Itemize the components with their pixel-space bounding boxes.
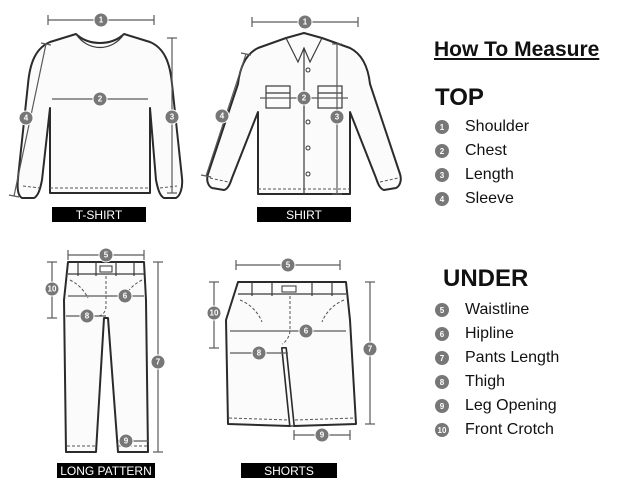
svg-text:9: 9 [123, 436, 129, 446]
legend-label: Waistline [465, 301, 530, 318]
legend-label: Shoulder [465, 118, 530, 135]
under-legend [435, 298, 559, 442]
legend-number-badge: 5 [435, 303, 449, 317]
shorts-marker-leg [315, 428, 329, 442]
shorts-marker-crotch [207, 306, 221, 320]
legend-label: Length [465, 166, 514, 183]
legend-number-badge: 4 [435, 192, 449, 206]
long-pattern-illustration [45, 248, 165, 478]
legend-number-badge: 9 [435, 399, 449, 413]
under-heading: UNDER [443, 265, 529, 292]
svg-text:SHORTS: SHORTS [264, 464, 314, 478]
shorts-marker-length [363, 342, 377, 356]
legend-item-leg-opening [435, 394, 559, 418]
legend-number-badge: 10 [435, 423, 449, 437]
shorts-marker-thigh [252, 346, 266, 360]
long-pattern-label [57, 463, 155, 478]
top-heading: TOP [435, 84, 484, 111]
legend-label: Sleeve [465, 190, 514, 207]
svg-text:3: 3 [169, 112, 175, 122]
shirt-illustration [201, 15, 401, 222]
how-to-measure-title: How To Measure [434, 38, 600, 61]
svg-text:7: 7 [367, 344, 373, 354]
svg-text:1: 1 [302, 17, 308, 27]
shorts-marker-hip [299, 324, 313, 338]
shirt-marker-chest [297, 91, 311, 105]
legend-number-badge: 1 [435, 120, 449, 134]
legend-item-length [435, 163, 529, 187]
svg-text:8: 8 [256, 348, 262, 358]
legend-item-sleeve [435, 187, 529, 211]
svg-text:4: 4 [23, 113, 29, 123]
legend-item-pants-length [435, 346, 559, 370]
long-pattern-marker-length [151, 355, 165, 369]
long-pattern-buckle [100, 266, 112, 272]
svg-text:5: 5 [285, 260, 291, 270]
legend-item-thigh [435, 370, 559, 394]
svg-text:7: 7 [155, 357, 161, 367]
shirt-marker-sleeve [215, 109, 229, 123]
legend-item-shoulder [435, 115, 529, 139]
svg-text:3: 3 [334, 112, 340, 122]
long-pattern-marker-hip [118, 289, 132, 303]
tshirt-marker-length [165, 110, 179, 124]
legend-number-badge: 2 [435, 144, 449, 158]
legend-label: Hipline [465, 325, 514, 342]
legend-label: Chest [465, 142, 507, 159]
svg-text:T-SHIRT: T-SHIRT [75, 208, 123, 222]
legend-number-badge: 3 [435, 168, 449, 182]
legend-number-badge: 7 [435, 351, 449, 365]
legend-label: Thigh [465, 373, 506, 390]
shirt-marker-shoulder [298, 15, 312, 29]
top-legend [435, 115, 529, 211]
svg-text:2: 2 [301, 93, 307, 103]
legend-item-front-crotch [435, 418, 559, 442]
tshirt-illustration [9, 13, 182, 222]
legend-number-badge: 8 [435, 375, 449, 389]
svg-text:LONG PATTERN: LONG PATTERN [60, 464, 152, 478]
shorts-marker-waist [281, 258, 295, 272]
svg-text:6: 6 [122, 291, 128, 301]
legend-number-badge: 6 [435, 327, 449, 341]
legend-item-chest [435, 139, 529, 163]
svg-text:SHIRT: SHIRT [286, 208, 322, 222]
long-pattern-marker-waist [99, 248, 113, 262]
shorts-buckle [282, 286, 296, 292]
svg-text:5: 5 [103, 250, 109, 260]
long-pattern-marker-thigh [80, 309, 94, 323]
svg-text:9: 9 [319, 430, 325, 440]
shorts-label [241, 463, 337, 478]
svg-text:10: 10 [47, 284, 57, 294]
legend-item-hipline [435, 322, 559, 346]
svg-text:2: 2 [97, 94, 103, 104]
legend-label: Front Crotch [465, 421, 554, 438]
shorts-illustration [207, 258, 377, 478]
legend-item-waistline [435, 298, 559, 322]
legend-label: Pants Length [465, 349, 560, 366]
svg-text:1: 1 [98, 15, 104, 25]
shirt-label [257, 207, 351, 222]
tshirt-marker-chest [93, 92, 107, 106]
svg-text:10: 10 [209, 308, 219, 318]
long-pattern-marker-leg [119, 434, 133, 448]
tshirt-marker-sleeve [19, 111, 33, 125]
svg-text:4: 4 [219, 111, 225, 121]
svg-text:8: 8 [84, 311, 90, 321]
long-pattern-marker-crotch [45, 282, 59, 296]
svg-text:6: 6 [303, 326, 309, 336]
tshirt-label [52, 207, 146, 222]
long-pattern-body [64, 262, 148, 452]
tshirt-marker-shoulder [94, 13, 108, 27]
legend-label: Leg Opening [465, 397, 557, 414]
shirt-marker-length [330, 110, 344, 124]
